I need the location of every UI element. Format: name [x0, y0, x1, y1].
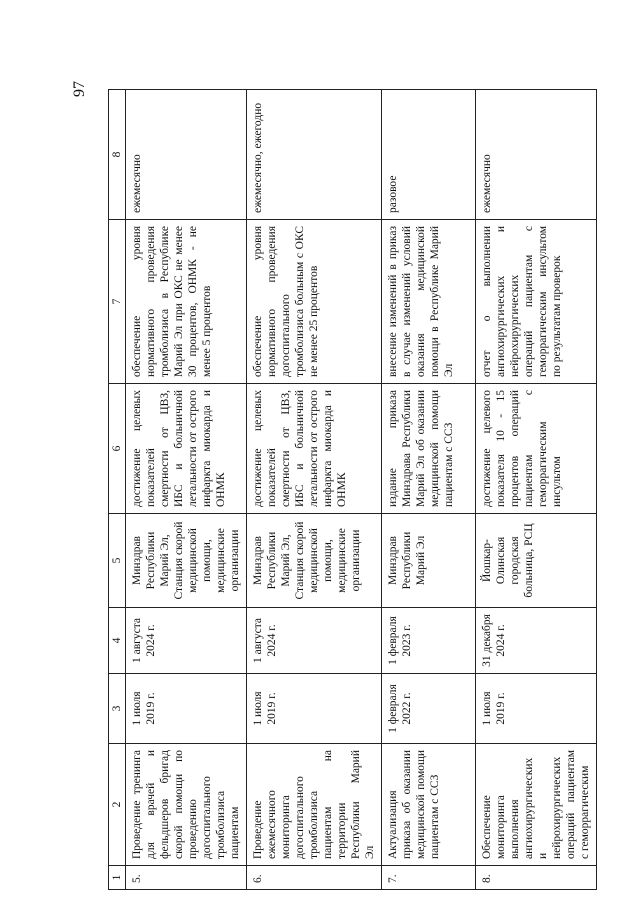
end-date-cell: 31 декабря 2024 г. — [476, 608, 597, 674]
event-cell: Актуализация приказа об оказании медицинской помощи пациентам с ССЗ — [382, 744, 476, 866]
column-header: 1 — [109, 866, 126, 890]
responsible-cell: Минздрав Республики Марий Эл — [382, 514, 476, 608]
page-number: 97 — [71, 81, 88, 97]
column-header: 8 — [109, 90, 126, 220]
indicator-cell: издание приказа Минздрава Республики Марий Эл об оказании медицинской помощи пациентам с ССЗ — [382, 384, 476, 514]
row-number: 5. — [126, 866, 247, 890]
start-date-cell: 1 июля 2019 г. — [126, 674, 247, 744]
row-number: 6. — [247, 866, 382, 890]
start-date-cell: 1 июля 2019 г. — [476, 674, 597, 744]
end-date-cell: 1 февраля 2023 г. — [382, 608, 476, 674]
table-row — [476, 90, 597, 890]
row-number: 7. — [382, 866, 476, 890]
result-cell: обеспечение уровня нормативного проведения догоспитального тромболизиса больным с ОКС не менее 25 процентов — [247, 220, 382, 384]
event-cell: Проведение ежемесячного мониторинга догоспитального тромболизиса пациентам на территории Республики Марий Эл — [247, 744, 382, 866]
start-date-cell: 1 июля 2019 г. — [247, 674, 382, 744]
indicator-cell: достижение целевых показателей смертности от ЦВЗ, ИБС и больничной летальности от острого инфаркта миокарда и ОНМК — [247, 384, 382, 514]
column-header: 2 — [109, 744, 126, 866]
frequency-cell: ежемесячно, ежегодно — [247, 90, 382, 220]
indicator-cell: достижение целевого показателя 10 - 15 процентов операций пациентам с геморрагическим инсультом — [476, 384, 597, 514]
result-cell: обеспечение уровня нормативного проведения тромболизиса в Республике Марий Эл при ОКС не менее 30 процентов, ОНМК - не менее 5 процентов — [126, 220, 247, 384]
column-header: 3 — [109, 674, 126, 744]
table-row — [126, 90, 247, 890]
indicator-cell: достижение целевых показателей смертности от ЦВЗ, ИБС и больничной летальности от острого инфаркта миокарда и ОНМК — [126, 384, 247, 514]
result-cell: отчет о выполнении ангиохирургических и нейрохирургических операций пациентам с геморрагическим инсультом по результатам проверок — [476, 220, 597, 384]
rotated-table-container — [108, 90, 592, 890]
table-row — [247, 90, 382, 890]
column-header: 6 — [109, 384, 126, 514]
end-date-cell: 1 августа 2024 г. — [126, 608, 247, 674]
responsible-cell: Минздрав Республики Марий Эл, Станция скорой медицинской помощи, медицинские организации — [247, 514, 382, 608]
responsible-cell: Минздрав Республики Марий Эл, Станция скорой медицинской помощи, медицинские организации — [126, 514, 247, 608]
event-cell: Проведение тренинга для врачей и фельдшеров бригад скорой помощи по проведению догоспитального тромболизиса пациентам — [126, 744, 247, 866]
event-cell: Обеспечение мониторинга выполнения ангиохирургических и нейрохирургических операций пациентам с геморрагическим — [476, 744, 597, 866]
column-header: 5 — [109, 514, 126, 608]
measures-table — [108, 89, 597, 890]
frequency-cell: ежемесячно — [476, 90, 597, 220]
start-date-cell: 1 февраля 2022 г. — [382, 674, 476, 744]
frequency-cell: ежемесячно — [126, 90, 247, 220]
header-row — [109, 90, 126, 890]
column-header: 7 — [109, 220, 126, 384]
row-number: 8. — [476, 866, 597, 890]
frequency-cell: разовое — [382, 90, 476, 220]
table-row — [382, 90, 476, 890]
responsible-cell: Йошкар-Олинская городская больница, РСЦ — [476, 514, 597, 608]
end-date-cell: 1 августа 2024 г. — [247, 608, 382, 674]
result-cell: внесение изменений в приказ в случае изменений условий оказания медицинской помощи в Республике Марий Эл — [382, 220, 476, 384]
column-header: 4 — [109, 608, 126, 674]
